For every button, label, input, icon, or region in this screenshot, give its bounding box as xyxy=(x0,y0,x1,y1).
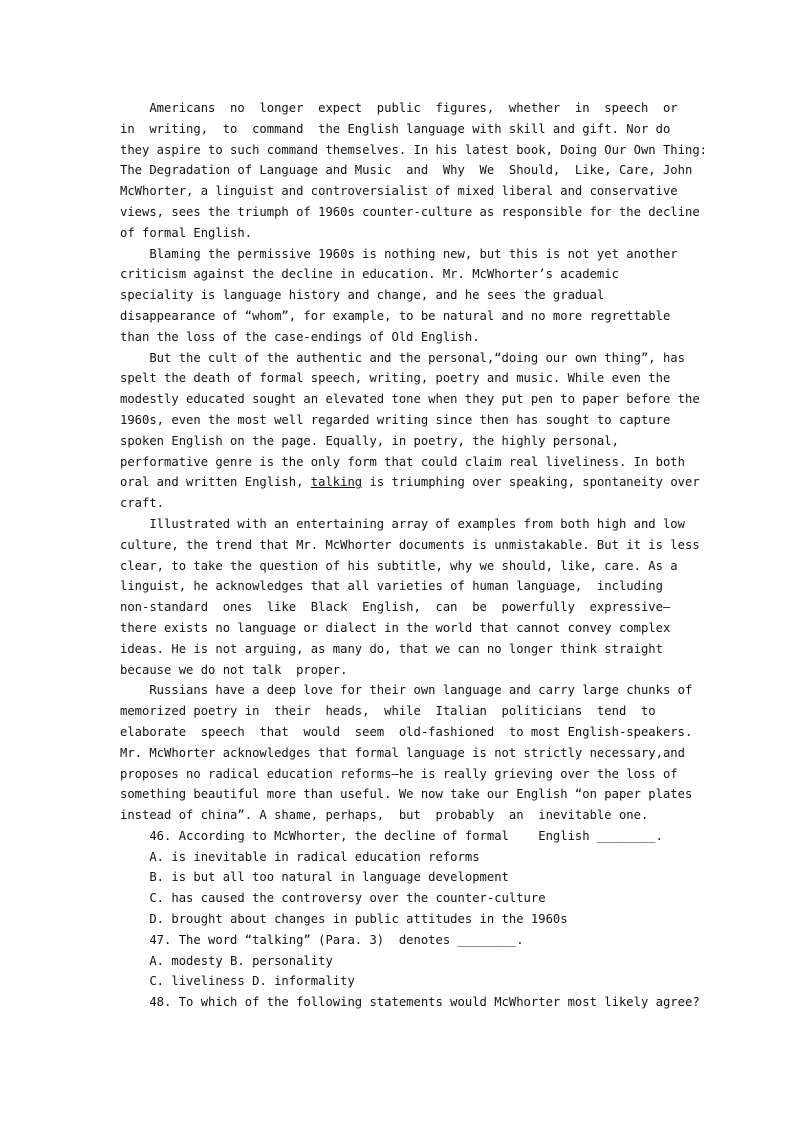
paragraph-2-line: Blaming the permissive 1960s is nothing new, but this is not yet another xyxy=(120,246,678,261)
paragraph-3-line xyxy=(120,472,700,493)
paragraph-4-line: Illustrated with an entertaining array of examples from both high and low xyxy=(120,516,685,531)
question-47-option: A. modesty B. personality xyxy=(120,953,333,968)
paragraph-1-line: in writing, to command the English language with skill and gift. Nor do xyxy=(120,121,671,136)
paragraph-4-line: ideas. He is not arguing, as many do, that we can no longer think straight xyxy=(120,641,663,656)
paragraph-5-line: something beautiful more than useful. We now take our English “on paper plates xyxy=(120,787,693,802)
paragraph-5-line: Mr. McWhorter acknowledges that formal language is not strictly necessary,and xyxy=(120,745,685,760)
question-46-option: A. is inevitable in radical education reforms xyxy=(120,849,480,864)
paragraph-3-line: performative genre is the only form that could claim real liveliness. In both xyxy=(120,454,685,469)
paragraph-2-line: than the loss of the case-endings of Old English. xyxy=(120,329,480,344)
line-text: oral and written English, xyxy=(120,475,311,490)
question-46-option: B. is but all too natural in language development xyxy=(120,870,509,885)
line-text: is triumphing over speaking, spontaneity over xyxy=(362,475,700,490)
question-46-option: C. has caused the controversy over the counter-culture xyxy=(120,891,546,906)
question-48-stem: 48. To which of the following statements would McWhorter most likely agree? xyxy=(120,995,700,1010)
question-46-stem: 46. According to McWhorter, the decline of formal English ________. xyxy=(120,828,663,843)
paragraph-3-line: modestly educated sought an elevated tone when they put pen to paper before the xyxy=(120,392,700,407)
paragraph-5-line: memorized poetry in their heads, while Italian politicians tend to xyxy=(120,704,656,719)
paragraph-1-line: Americans no longer expect public figures, whether in speech or xyxy=(120,101,678,115)
paragraph-5-line: elaborate speech that would seem old-fashioned to most English-speakers. xyxy=(120,724,693,739)
paragraph-5-line: proposes no radical education reforms—he is really grieving over the loss of xyxy=(120,766,678,781)
document-body xyxy=(120,98,707,1013)
paragraph-2-line: criticism against the decline in education. Mr. McWhorter’s academic xyxy=(120,267,619,282)
paragraph-2-line: speciality is language history and change, and he sees the gradual xyxy=(120,288,605,303)
paragraph-1-line: views, sees the triumph of 1960s counter-culture as responsible for the decline xyxy=(120,204,700,219)
paragraph-4-line: linguist, he acknowledges that all varieties of human language, including xyxy=(120,579,663,594)
paragraph-3-line: 1960s, even the most well regarded writing since then has sought to capture xyxy=(120,412,671,427)
paragraph-3-line: spoken English on the page. Equally, in poetry, the highly personal, xyxy=(120,433,619,448)
paragraph-5-line: Russians have a deep love for their own language and carry large chunks of xyxy=(120,683,693,698)
paragraph-3-line: craft. xyxy=(120,496,165,511)
paragraph-2-line: disappearance of “whom”, for example, to be natural and no more regrettable xyxy=(120,308,671,323)
question-47-option: C. liveliness D. informality xyxy=(120,974,355,989)
paragraph-1-line: McWhorter, a linguist and controversialist of mixed liberal and conservative xyxy=(120,184,678,199)
paragraph-4-line: non-standard ones like Black English, can be powerfully expressive— xyxy=(120,600,671,615)
paragraph-4-line: because we do not talk proper. xyxy=(120,662,348,677)
paragraph-1-line: The Degradation of Language and Music and Why We Should, Like, Care, John xyxy=(120,163,693,178)
question-47-stem: 47. The word “talking” (Para. 3) denotes ________. xyxy=(120,932,524,947)
paragraph-4-line: culture, the trend that Mr. McWhorter documents is unmistakable. But it is less xyxy=(120,537,700,552)
paragraph-3-line: But the cult of the authentic and the personal,“doing our own thing”, has xyxy=(120,350,685,365)
paragraph-1-line: of formal English. xyxy=(120,225,253,240)
paragraph-1-line: they aspire to such command themselves. In his latest book, Doing Our Own Thing: xyxy=(120,142,707,157)
question-46-option: D. brought about changes in public attitudes in the 1960s xyxy=(120,912,568,927)
paragraph-4-line: there exists no language or dialect in the world that cannot convey complex xyxy=(120,620,671,635)
paragraph-3-line: spelt the death of formal speech, writing, poetry and music. While even the xyxy=(120,371,671,386)
paragraph-4-line: clear, to take the question of his subtitle, why we should, like, care. As a xyxy=(120,558,678,573)
paragraph-5-line: instead of china”. A shame, perhaps, but probably an inevitable one. xyxy=(120,808,649,823)
underlined-word-talking: talking xyxy=(310,475,363,490)
